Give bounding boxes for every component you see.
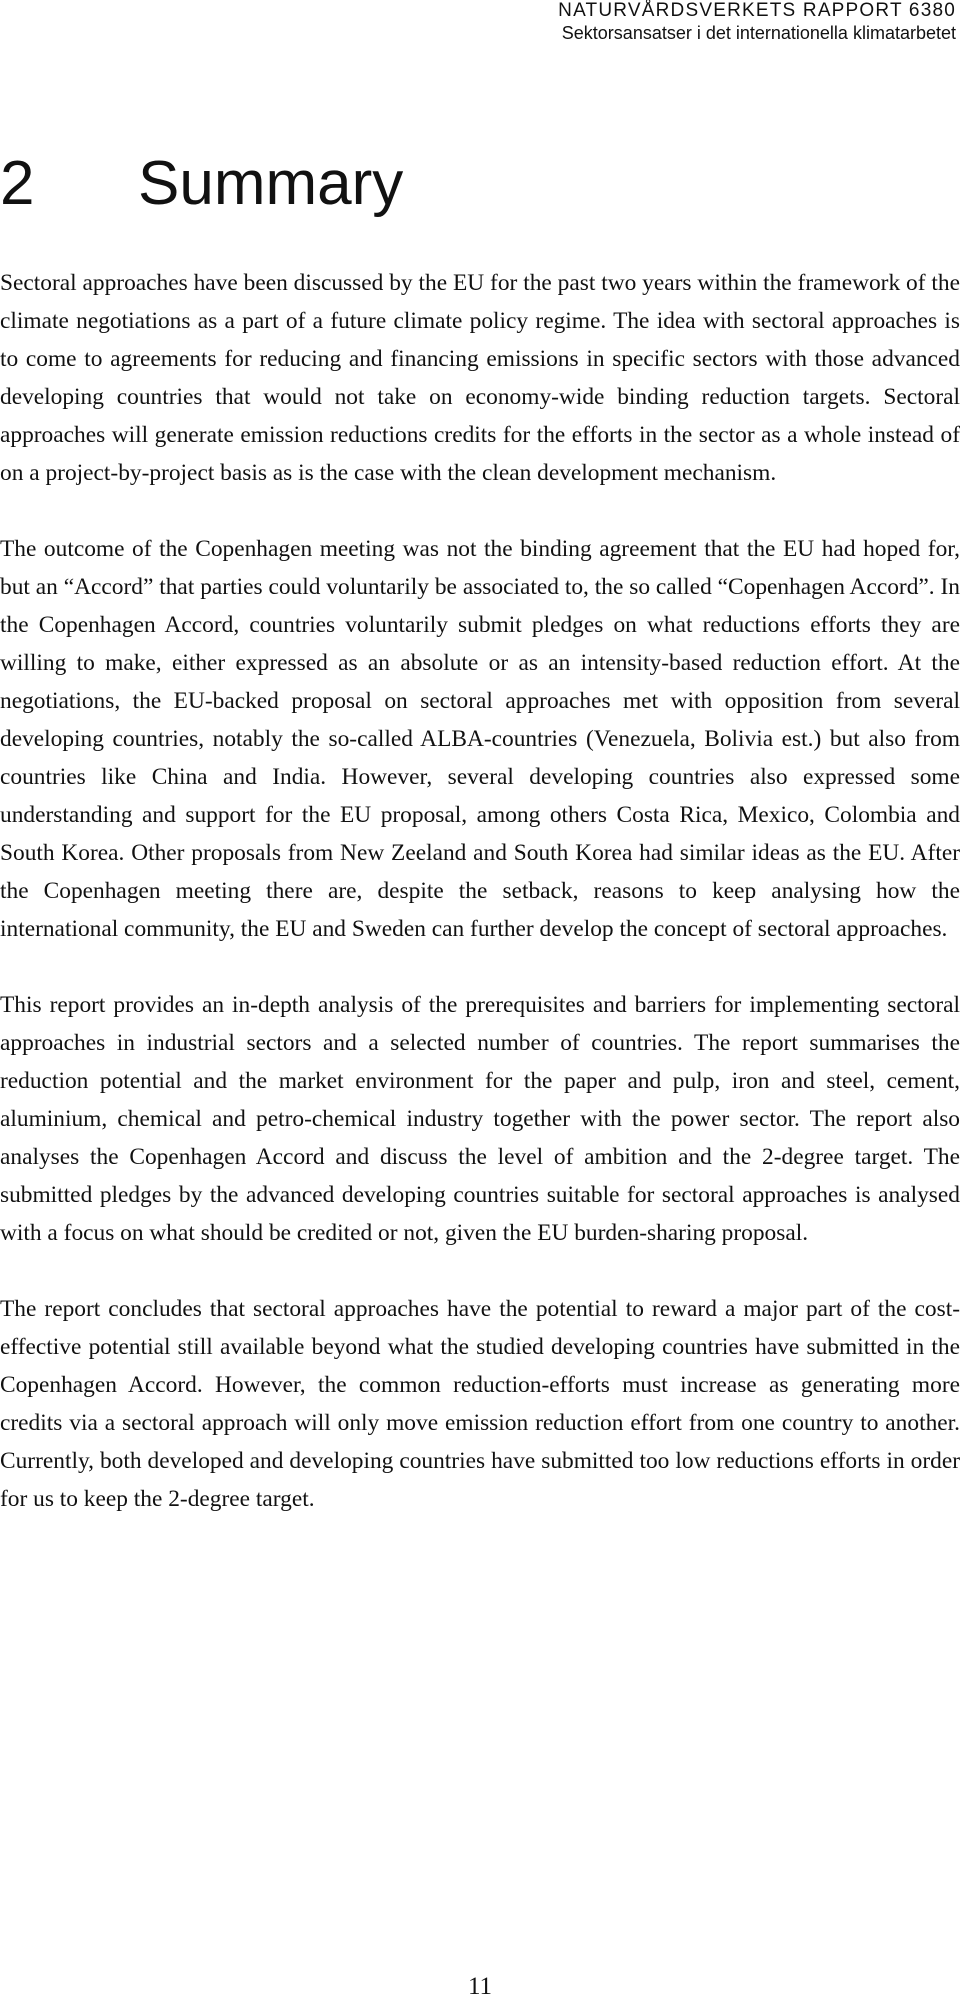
page-number: 11 xyxy=(467,1973,493,2000)
section-heading xyxy=(0,149,404,218)
report-subtitle: Sektorsansatser i det internationella klimatarbetet xyxy=(561,22,956,43)
summary-body xyxy=(0,264,960,1556)
paragraph-2: The outcome of the Copenhagen meeting was not the binding agreement that the EU had hoped for, but an “Accord” that parties could voluntarily be associated to, the so called “Copenhagen Accord”. In the Copenhagen Accord, countries voluntarily submit pledges on what reductions efforts they are willing to make, either expressed as an absolute or as an intensity-based reduction effort. At the negotiations, the EU-backed proposal on sectoral approaches met with opposition from several developing countries, notably the so-called ALBA-countries (Venezuela, Bolivia est.) but also from countries like China and India. However, several developing countries also expressed some understanding and support for the EU proposal, among others Costa Rica, Mexico, Colombia and South Korea. Other proposals from New Zeeland and South Korea had similar ideas as the EU. After the Copenhagen meeting there are, despite the setback, reasons to keep analysing how the international community, the EU and Sweden can further develop the concept of sectoral approaches. xyxy=(0,536,960,942)
paragraph-3: This report provides an in-depth analysis of the prerequisites and barriers for implementing sectoral approaches in industrial sectors and a selected number of countries. The report summarises the reduction potential and the market environment for the paper and pulp, iron and steel, cement, aluminium, chemical and petro-chemical industry together with the power sector. The report also analyses the Copenhagen Accord and discuss the level of ambition and the 2-degree target. The submitted pledges by the advanced developing countries suitable for sectoral approaches is analysed with a focus on what should be credited or not, given the EU burden-sharing proposal. xyxy=(0,992,960,1246)
section-title: Summary xyxy=(138,149,404,218)
paragraph-4: The report concludes that sectoral approaches have the potential to reward a major part of the cost-effective potential still available beyond what the studied developing countries have submitted in the Copenhagen Accord. However, the common reduction-efforts must increase as generating more credits via a sectoral approach will only move emission reduction effort from one country to another. Currently, both developed and developing countries have submitted too low reductions efforts in order for us to keep the 2-degree target. xyxy=(0,1296,960,1512)
section-number: 2 xyxy=(0,149,35,218)
paragraph-1: Sectoral approaches have been discussed by the EU for the past two years within the framework of the climate negotiations as a part of a future climate policy regime. The idea with sectoral approaches is to come to agreements for reducing and financing emissions in specific sectors with those advanced developing countries that would not take on economy-wide binding reduction targets. Sectoral approaches will generate emission reductions credits for the efforts in the sector as a whole instead of on a project-by-project basis as is the case with the clean development mechanism. xyxy=(0,270,960,486)
running-header xyxy=(558,0,956,44)
report-title: NATURVÅRDSVERKETS RAPPORT 6380 xyxy=(558,0,956,21)
